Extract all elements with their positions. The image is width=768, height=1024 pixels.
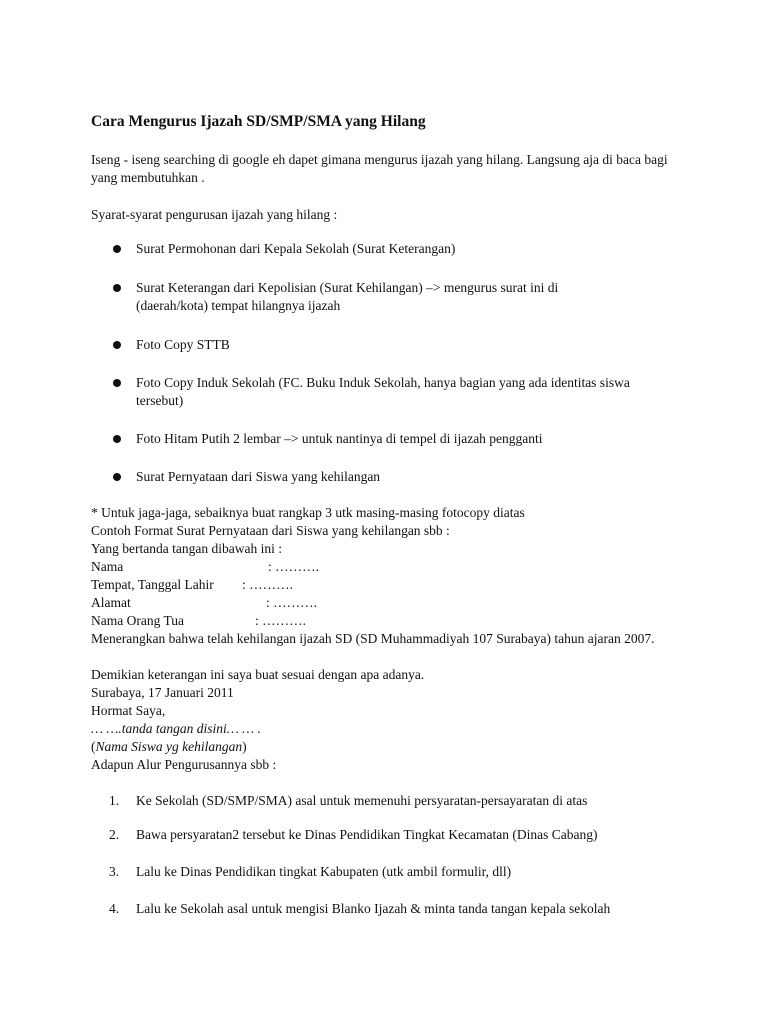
step-number: 3. [109,864,120,879]
list-item: Foto Copy Induk Sekolah (FC. Buku Induk Sekolah, hanya bagian yang ada identitas siswa tersebut) [136,375,630,408]
bullet-icon [113,379,121,387]
page-title: Cara Mengurus Ijazah SD/SMP/SMA yang Hilang [91,113,426,130]
signer-name [91,738,247,756]
list-item: Foto Hitam Putih 2 lembar –> untuk nantinya di tempel di ijazah pengganti [136,431,543,446]
field-value: : ………. [255,613,307,628]
field-label: Alamat [91,595,131,610]
step-number: 1. [109,793,120,808]
signature-line: … ….tanda tangan disini… … . [91,721,261,736]
field-value: : ………. [268,559,320,574]
signer-close-paren: ) [242,739,247,754]
bullet-icon [113,245,121,253]
field-label: Tempat, Tanggal Lahir [91,577,214,592]
step-text: Bawa persyaratan2 tersebut ke Dinas Pendidikan Tingkat Kecamatan (Dinas Cabang) [136,827,598,842]
regards-text: Hormat Saya, [91,703,166,718]
undersigned-text: Yang bertanda tangan dibawah ini : [91,541,282,556]
bullet-icon [113,341,121,349]
intro-paragraph: Iseng - iseng searching di google eh dapet gimana mengurus ijazah yang hilang. Langsung aja di baca bagi yang membutuhkan . [91,152,668,185]
signer-open-paren: ( [91,739,96,754]
step-text: Lalu ke Dinas Pendidikan tingkat Kabupaten (utk ambil formulir, dll) [136,864,512,879]
requirements-heading: Syarat-syarat pengurusan ijazah yang hilang : [91,207,338,222]
field-value: : ………. [242,577,294,592]
note-text: * Untuk jaga-jaga, sebaiknya buat rangkap 3 utk masing-masing fotocopy diatas [91,505,525,520]
field-label: Nama Orang Tua [91,613,184,628]
example-heading: Contoh Format Surat Pernyataan dari Siswa yang kehilangan sbb : [91,523,450,538]
list-item: Surat Keterangan dari Kepolisian (Surat Kehilangan) –> mengurus surat ini di (daerah/kota) tempat hilangnya ijazah [136,280,559,313]
closing-text: Demikian keterangan ini saya buat sesuai dengan apa adanya. [91,667,425,682]
step-text: Lalu ke Sekolah asal untuk mengisi Blanko Ijazah & minta tanda tangan kepala sekolah [136,901,611,916]
step-number: 2. [109,827,120,842]
statement-text: Menerangkan bahwa telah kehilangan ijazah SD (SD Muhammadiyah 107 Surabaya) tahun ajaran 2007. [91,631,655,646]
bullet-icon [113,284,121,292]
signer-name-text: Nama Siswa yg kehilangan [95,739,243,754]
place-date: Surabaya, 17 Januari 2011 [91,685,234,700]
step-number: 4. [109,901,120,916]
list-item: Surat Permohonan dari Kepala Sekolah (Surat Keterangan) [136,241,456,256]
field-value: : ………. [266,595,318,610]
step-text: Ke Sekolah (SD/SMP/SMA) asal untuk memenuhi persyaratan-persayaratan di atas [136,793,588,808]
field-label: Nama [91,559,124,574]
list-item: Foto Copy STTB [136,337,230,352]
list-item: Surat Pernyataan dari Siswa yang kehilangan [136,469,381,484]
bullet-icon [113,435,121,443]
bullet-icon [113,473,121,481]
process-heading: Adapun Alur Pengurusannya sbb : [91,757,277,772]
